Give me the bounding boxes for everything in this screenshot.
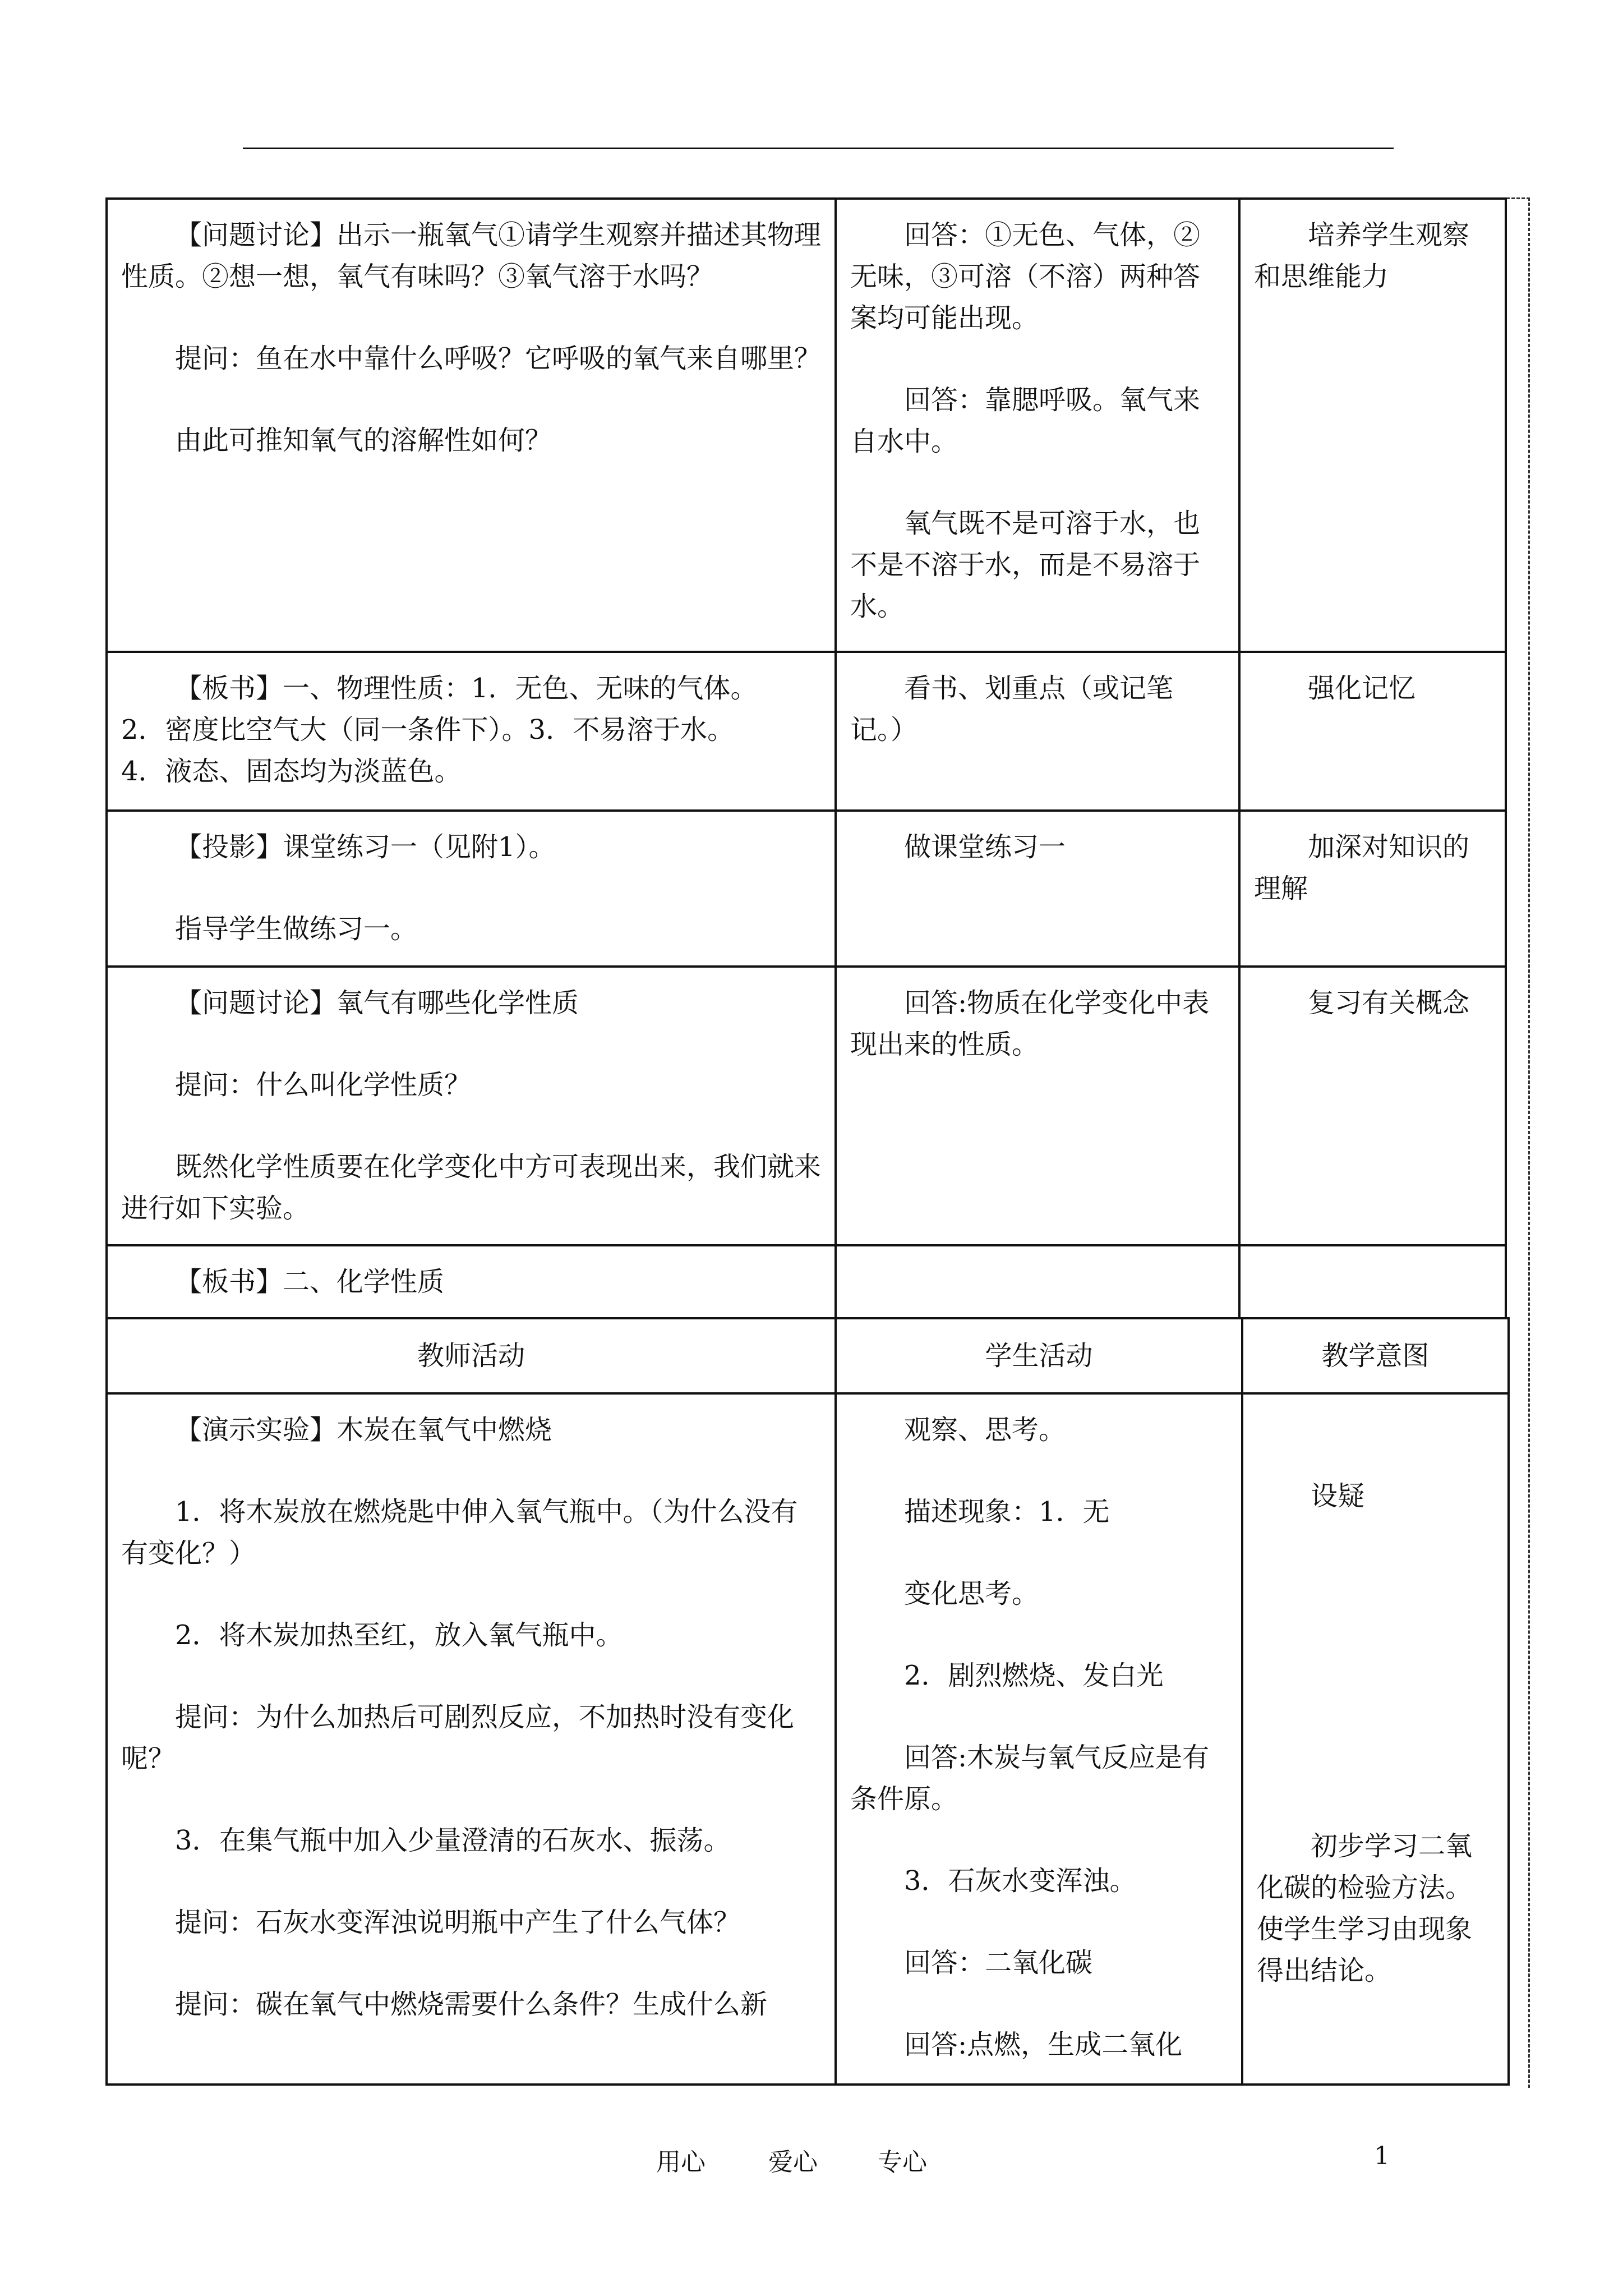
teacher-text: 2．密度比空气大（同一条件下）。3．不易溶于水。: [121, 714, 735, 746]
header-rule: [243, 148, 1394, 149]
student-text: 做课堂练习一: [904, 831, 1066, 863]
intent-text: 复习有关概念: [1308, 987, 1470, 1019]
teacher-text: 指导学生做练习一。: [175, 913, 418, 945]
header-intent: 教学意图: [1321, 1340, 1430, 1372]
intent-cell: [1239, 967, 1506, 1245]
intent-text: 设疑: [1311, 1480, 1365, 1512]
teacher-text: 【投影】课堂练习一（见附1）。: [175, 831, 556, 863]
page-number: 1: [1374, 2142, 1390, 2170]
intent-cell: [1239, 652, 1506, 811]
student-text: 变化思考。: [904, 1578, 1039, 1609]
student-cell: [836, 1393, 1242, 2085]
intent-cell: [1242, 1393, 1509, 2085]
teacher-text: 2．将木炭加热至红，放入氧气瓶中。: [175, 1619, 623, 1651]
student-cell: [836, 199, 1239, 652]
student-text: 看书、划重点（或记笔记。）: [850, 673, 1174, 746]
intent-cell: [1239, 811, 1506, 967]
table-row: [107, 1245, 1506, 1318]
intent-text: 强化记忆: [1308, 673, 1416, 704]
intent-text: 初步学习二氧化碳的检验方法。使学生学习由现象得出结论。: [1257, 1830, 1473, 1986]
table-row: [107, 811, 1506, 967]
teacher-text: 【问题讨论】出示一瓶氧气①请学生观察并描述其物理性质。②想一想，氧气有味吗？③氧气溶于水吗？: [121, 219, 822, 292]
student-text: 回答：靠腮呼吸。氧气来自水中。: [850, 384, 1201, 457]
table-row: [107, 1393, 1509, 2085]
student-text: 2．剧烈燃烧、发白光: [904, 1660, 1164, 1691]
footer-word: 用心: [656, 2148, 706, 2177]
teacher-text: 【问题讨论】氧气有哪些化学性质: [175, 987, 579, 1019]
intent-text: 培养学生观察和思维能力: [1254, 219, 1470, 292]
intent-cell: [1239, 199, 1506, 652]
teacher-text: 3．在集气瓶中加入少量澄清的石灰水、振荡。: [175, 1825, 731, 1856]
teacher-text: 提问：什么叫化学性质？: [175, 1069, 472, 1101]
table-row: [107, 199, 1506, 652]
lesson-table-2: [105, 1317, 1510, 2086]
student-text: 回答:物质在化学变化中表现出来的性质。: [850, 987, 1210, 1060]
teacher-cell: [107, 199, 836, 652]
teacher-text: 1．将木炭放在燃烧匙中伸入氧气瓶中。（为什么没有有变化？）: [121, 1496, 798, 1569]
header-teacher: 教师活动: [417, 1340, 525, 1372]
teacher-text: 提问：为什么加热后可剧烈反应，不加热时没有变化呢？: [121, 1701, 795, 1774]
teacher-text: 【演示实验】木炭在氧气中燃烧: [175, 1414, 552, 1446]
lesson-table-1: [105, 197, 1507, 1319]
student-text: 回答:木炭与氧气反应是有条件原。: [850, 1742, 1210, 1815]
teacher-text: 【板书】二、化学性质: [175, 1266, 445, 1297]
intent-text: 加深对知识的理解: [1254, 831, 1470, 904]
teacher-text: 提问：碳在氧气中燃烧需要什么条件？生成什么新: [175, 1989, 768, 2020]
student-text: 回答:点燃，生成二氧化: [904, 2029, 1183, 2060]
column-header: [107, 1318, 836, 1393]
footer-word: 爱心: [768, 2148, 818, 2177]
teacher-text: 提问：鱼在水中靠什么呼吸？它呼吸的氧气来自哪里？: [175, 343, 822, 374]
student-text: 氧气既不是可溶于水，也不是不溶于水，而是不易溶于水。: [850, 508, 1201, 622]
table-row: [107, 967, 1506, 1245]
column-header: [1242, 1318, 1509, 1393]
student-text: 描述现象：1．无: [904, 1496, 1110, 1527]
table-header-row: [107, 1318, 1509, 1393]
teacher-cell: [107, 1245, 836, 1318]
student-text: 3．石灰水变浑浊。: [904, 1865, 1137, 1897]
teacher-cell: [107, 967, 836, 1245]
student-text: 观察、思考。: [904, 1414, 1066, 1446]
teacher-text: 4．液态、固态均为淡蓝色。: [121, 756, 462, 787]
student-cell: [836, 967, 1239, 1245]
footer-word: 专心: [878, 2148, 927, 2177]
student-cell: [836, 652, 1239, 811]
column-header: [836, 1318, 1242, 1393]
header-student: 学生活动: [985, 1340, 1093, 1372]
student-text: 回答：①无色、气体，②无味，③可溶（不溶）两种答案均可能出现。: [850, 219, 1201, 334]
teacher-text: 提问：石灰水变浑浊说明瓶中产生了什么气体？: [175, 1907, 741, 1938]
table-row: [107, 652, 1506, 811]
teacher-text: 【板书】一、物理性质：1．无色、无味的气体。: [175, 673, 758, 704]
teacher-cell: [107, 811, 836, 967]
teacher-cell: [107, 1393, 836, 2085]
teacher-text: 由此可推知氧气的溶解性如何？: [175, 425, 552, 456]
intent-cell: [1239, 1245, 1506, 1318]
student-text: 回答：二氧化碳: [904, 1947, 1093, 1978]
teacher-text: 既然化学性质要在化学变化中方可表现出来，我们就来进行如下实验。: [121, 1151, 822, 1224]
teacher-cell: [107, 652, 836, 811]
student-cell: [836, 1245, 1239, 1318]
student-cell: [836, 811, 1239, 967]
